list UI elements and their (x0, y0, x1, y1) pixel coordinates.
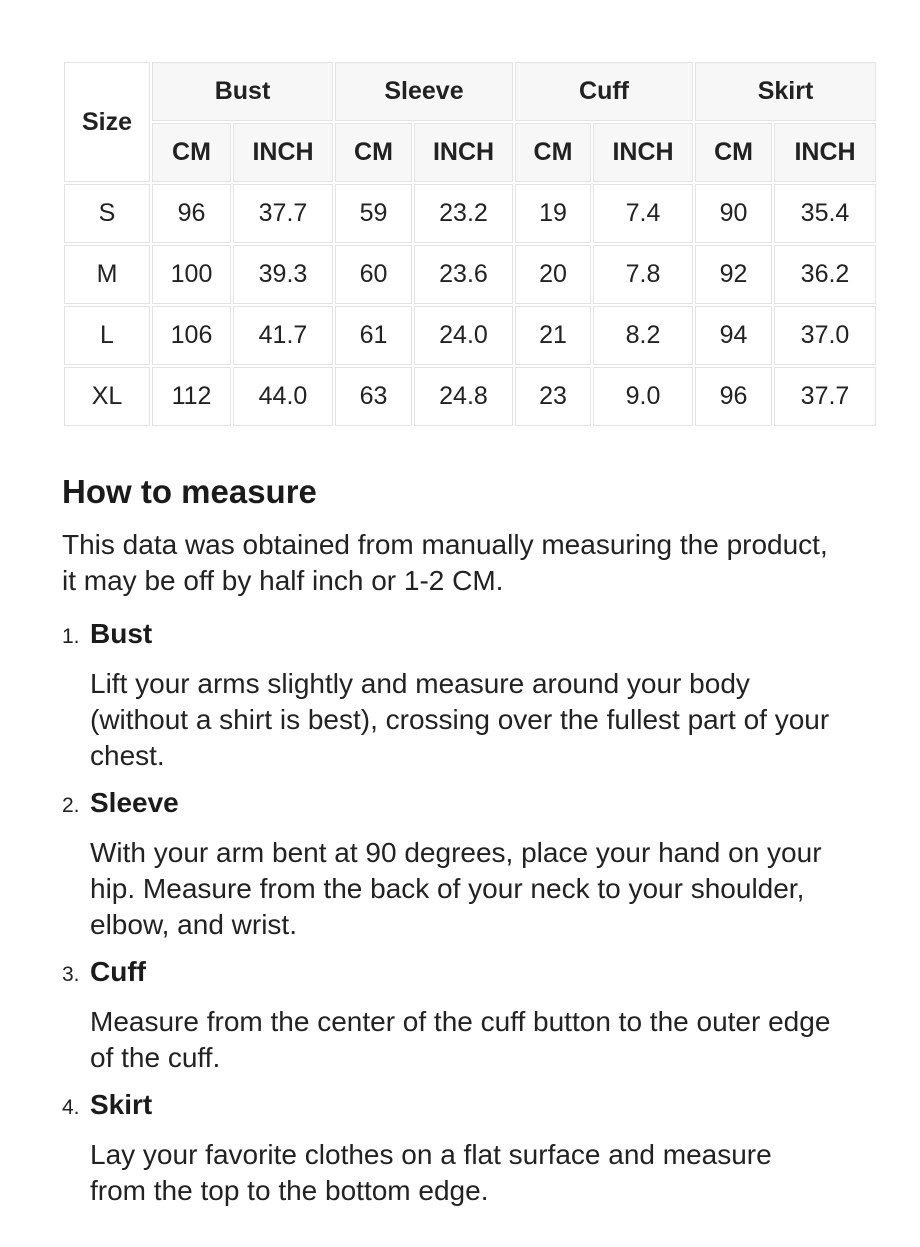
step-description-cuff: Measure from the center of the cuff button to the outer edge of the cuff. (90, 1006, 831, 1073)
list-item-bust (62, 619, 858, 774)
value-cell: 44.0 (233, 367, 333, 426)
step-description-sleeve: With your arm bent at 90 degrees, place your hand on your hip. Measure from the back of your neck to your shoulder, elbow, and wrist. (90, 837, 822, 940)
value-cell: 112 (152, 367, 231, 426)
table-unit-header-row (64, 123, 876, 182)
value-cell: 37.7 (774, 367, 876, 426)
step-title-skirt: Skirt (90, 1089, 153, 1120)
value-cell: 41.7 (233, 306, 333, 365)
step-number: 4. (62, 1096, 80, 1119)
size-cell: L (64, 306, 150, 365)
step-title-cuff: Cuff (90, 956, 146, 987)
value-cell: 100 (152, 245, 231, 304)
value-cell: 23.6 (414, 245, 513, 304)
step-title-bust: Bust (90, 618, 153, 649)
value-cell: 37.7 (233, 184, 333, 243)
unit-header-cuff-cm: CM (515, 123, 591, 182)
column-group-cuff: Cuff (515, 62, 693, 121)
size-cell: S (64, 184, 150, 243)
unit-header-bust-inch: INCH (233, 123, 333, 182)
value-cell: 8.2 (593, 306, 693, 365)
value-cell: 24.8 (414, 367, 513, 426)
value-cell: 94 (695, 306, 772, 365)
list-item-skirt (62, 1090, 858, 1209)
table-row (64, 184, 876, 243)
step-description-skirt: Lay your favorite clothes on a flat surface and measure from the top to the bottom edge. (90, 1139, 772, 1206)
value-cell: 106 (152, 306, 231, 365)
value-cell: 37.0 (774, 306, 876, 365)
value-cell: 21 (515, 306, 591, 365)
table-row (64, 245, 876, 304)
value-cell: 96 (695, 367, 772, 426)
how-to-measure-heading: How to measure (62, 473, 317, 510)
table-group-header-row (64, 62, 876, 121)
step-number: 3. (62, 963, 80, 986)
step-header (62, 1090, 858, 1123)
value-cell: 23 (515, 367, 591, 426)
step-header (62, 788, 858, 821)
size-column-header: Size (64, 62, 150, 182)
value-cell: 90 (695, 184, 772, 243)
step-number: 2. (62, 794, 80, 817)
size-cell: M (64, 245, 150, 304)
list-item-cuff (62, 957, 858, 1076)
size-cell: XL (64, 367, 150, 426)
table-row (64, 306, 876, 365)
measure-steps-list (62, 619, 858, 1209)
value-cell: 23.2 (414, 184, 513, 243)
value-cell: 9.0 (593, 367, 693, 426)
value-cell: 59 (335, 184, 412, 243)
column-group-bust: Bust (152, 62, 333, 121)
unit-header-sleeve-inch: INCH (414, 123, 513, 182)
table-row (64, 367, 876, 426)
value-cell: 7.4 (593, 184, 693, 243)
column-group-skirt: Skirt (695, 62, 876, 121)
value-cell: 35.4 (774, 184, 876, 243)
value-cell: 24.0 (414, 306, 513, 365)
step-description-bust: Lift your arms slightly and measure around your body (without a shirt is best), crossing over the fullest part of your chest. (90, 668, 830, 771)
unit-header-sleeve-cm: CM (335, 123, 412, 182)
value-cell: 39.3 (233, 245, 333, 304)
value-cell: 36.2 (774, 245, 876, 304)
unit-header-cuff-inch: INCH (593, 123, 693, 182)
unit-header-bust-cm: CM (152, 123, 231, 182)
value-cell: 20 (515, 245, 591, 304)
value-cell: 19 (515, 184, 591, 243)
unit-header-skirt-cm: CM (695, 123, 772, 182)
unit-header-skirt-inch: INCH (774, 123, 876, 182)
value-cell: 63 (335, 367, 412, 426)
size-chart-table (62, 60, 878, 428)
value-cell: 61 (335, 306, 412, 365)
how-to-measure-intro: This data was obtained from manually measuring the product, it may be off by half inch or 1-2 CM. (62, 529, 828, 596)
step-header (62, 957, 858, 990)
value-cell: 92 (695, 245, 772, 304)
list-item-sleeve (62, 788, 858, 943)
value-cell: 60 (335, 245, 412, 304)
value-cell: 96 (152, 184, 231, 243)
value-cell: 7.8 (593, 245, 693, 304)
step-number: 1. (62, 625, 80, 648)
step-header (62, 619, 858, 652)
step-title-sleeve: Sleeve (90, 787, 179, 818)
column-group-sleeve: Sleeve (335, 62, 513, 121)
